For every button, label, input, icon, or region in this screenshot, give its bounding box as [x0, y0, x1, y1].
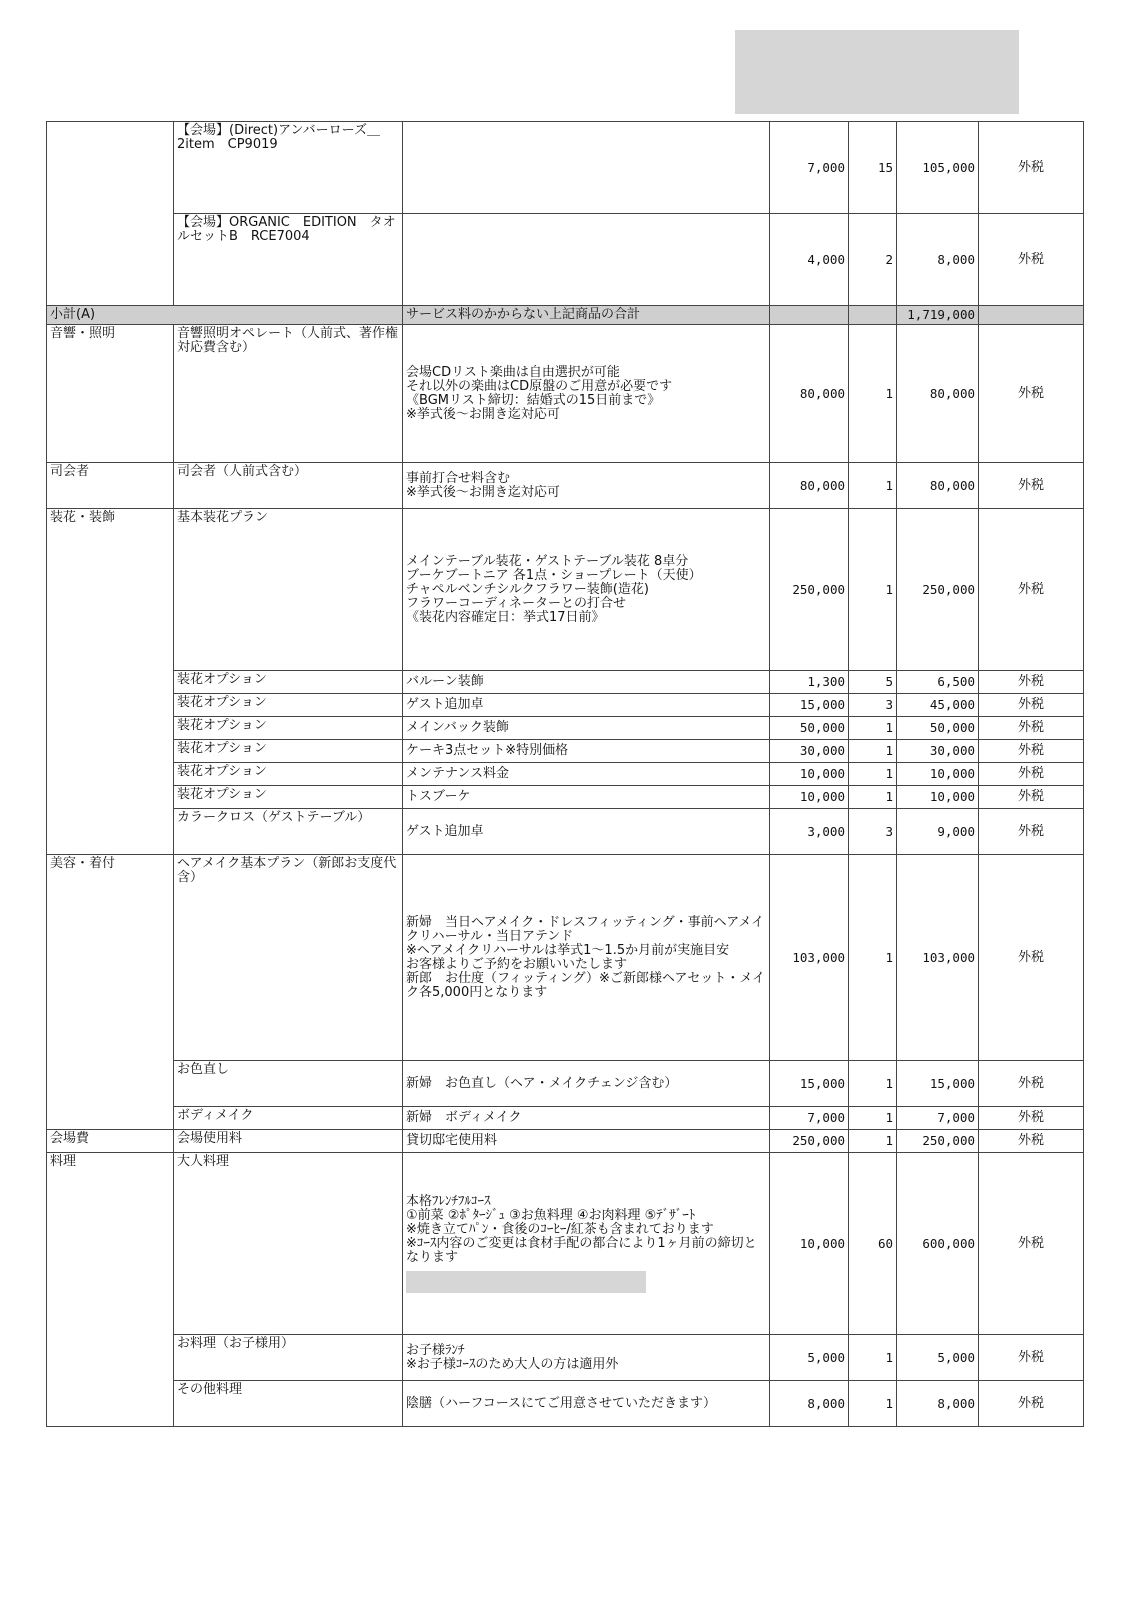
category-cell — [47, 214, 174, 306]
table-row — [47, 740, 1084, 763]
tax-type: 外税 — [979, 809, 1084, 855]
category-cell: 司会者 — [47, 463, 174, 509]
tax-type: 外税 — [979, 325, 1084, 463]
quantity: 1 — [849, 1130, 897, 1153]
tax-type: 外税 — [979, 1130, 1084, 1153]
item-cell: ボディメイク — [174, 1107, 403, 1130]
item-cell: 会場使用料 — [174, 1130, 403, 1153]
unit-price: 80,000 — [770, 463, 849, 509]
subtotal-amount: 1,719,000 — [897, 306, 979, 325]
description-cell: トスブーケ — [403, 786, 770, 809]
unit-price: 15,000 — [770, 694, 849, 717]
table-row — [47, 809, 1084, 855]
quantity: 2 — [849, 214, 897, 306]
subtotal-note: サービス料のかからない上記商品の合計 — [403, 306, 770, 325]
amount: 6,500 — [897, 671, 979, 694]
tax-type: 外税 — [979, 1335, 1084, 1381]
quantity: 1 — [849, 740, 897, 763]
description-cell: ゲスト追加卓 — [403, 694, 770, 717]
item-cell: 装花オプション — [174, 786, 403, 809]
tax-type: 外税 — [979, 763, 1084, 786]
unit-price: 250,000 — [770, 1130, 849, 1153]
unit-price: 3,000 — [770, 809, 849, 855]
quantity: 1 — [849, 463, 897, 509]
item-cell: お色直し — [174, 1061, 403, 1107]
description-cell: 事前打合せ料含む ※挙式後～お開き迄対応可 — [403, 463, 770, 509]
tax-type: 外税 — [979, 855, 1084, 1061]
amount: 8,000 — [897, 214, 979, 306]
description-cell: 新婦 お色直し（ヘア・メイクチェンジ含む） — [403, 1061, 770, 1107]
item-cell: 大人料理 — [174, 1153, 403, 1335]
item-cell: 基本装花プラン — [174, 509, 403, 671]
category-cell — [47, 122, 174, 214]
tax-type: 外税 — [979, 214, 1084, 306]
unit-price: 80,000 — [770, 325, 849, 463]
unit-price: 30,000 — [770, 740, 849, 763]
description-cell: 陰膳（ハーフコースにてご用意させていただきます） — [403, 1381, 770, 1427]
amount: 105,000 — [897, 122, 979, 214]
item-cell: その他料理 — [174, 1381, 403, 1427]
table-row — [47, 671, 1084, 694]
tax-type: 外税 — [979, 1107, 1084, 1130]
unit-price: 4,000 — [770, 214, 849, 306]
unit-price: 15,000 — [770, 1061, 849, 1107]
description-cell: 会場CDリスト楽曲は自由選択が可能 それ以外の楽曲はCD原盤のご用意が必要です 《BGMリスト締切：結婚式の15日前まで》 ※挙式後～お開き迄対応可 — [403, 325, 770, 463]
table-row — [47, 214, 1084, 306]
quantity: 60 — [849, 1153, 897, 1335]
redacted-block — [735, 30, 1019, 114]
amount: 7,000 — [897, 1107, 979, 1130]
quantity: 1 — [849, 763, 897, 786]
course-description: 本格ﾌﾚﾝﾁﾌﾙｺｰｽ ①前菜 ②ﾎﾟﾀｰｼﾞｭ ③お魚料理 ④お肉料理 ⑤ﾃﾞｻﾞｰﾄ ※焼き立てﾊﾟﾝ・食後のｺｰﾋｰ/紅茶も含まれております ※ｺｰｽ内容のご変更は食材手配の都合により1ヶ月前の締切となります — [406, 1193, 757, 1265]
quantity: 1 — [849, 325, 897, 463]
amount: 8,000 — [897, 1381, 979, 1427]
item-cell: 司会者（人前式含む） — [174, 463, 403, 509]
unit-price: 103,000 — [770, 855, 849, 1061]
amount: 45,000 — [897, 694, 979, 717]
description-cell: お子様ﾗﾝﾁ ※お子様ｺｰｽのため大人の方は適用外 — [403, 1335, 770, 1381]
description-cell — [403, 214, 770, 306]
amount: 15,000 — [897, 1061, 979, 1107]
item-cell: 装花オプション — [174, 694, 403, 717]
unit-price: 10,000 — [770, 1153, 849, 1335]
amount: 10,000 — [897, 763, 979, 786]
table-row — [47, 1107, 1084, 1130]
table-row — [47, 694, 1084, 717]
table-row — [47, 717, 1084, 740]
tax-type: 外税 — [979, 740, 1084, 763]
quantity: 1 — [849, 717, 897, 740]
table-row — [47, 463, 1084, 509]
unit-price: 8,000 — [770, 1381, 849, 1427]
tax-type: 外税 — [979, 463, 1084, 509]
description-cell: メインテーブル装花・ゲストテーブル装花 8卓分 ブーケブートニア 各1点・ショープレート（天使） チャペルベンチシルクフラワー装飾(造花) フラワーコーディネーターとの打合せ 《装花内容確定日：挙式17日前》 — [403, 509, 770, 671]
description-cell: ケーキ3点セット※特別価格 — [403, 740, 770, 763]
quantity: 3 — [849, 694, 897, 717]
amount: 103,000 — [897, 855, 979, 1061]
table-row — [47, 509, 1084, 671]
quantity: 3 — [849, 809, 897, 855]
quantity: 5 — [849, 671, 897, 694]
table-row — [47, 1130, 1084, 1153]
subtotal-label: 小計(A) — [47, 306, 403, 325]
tax-type: 外税 — [979, 1153, 1084, 1335]
item-cell: 音響照明オペレート（人前式、著作権対応費含む） — [174, 325, 403, 463]
tax-type: 外税 — [979, 717, 1084, 740]
item-cell: カラークロス（ゲストテーブル） — [174, 809, 403, 855]
item-cell: 【会場】ORGANIC EDITION タオルセットB RCE7004 — [174, 214, 403, 306]
description-cell: メンテナンス料金 — [403, 763, 770, 786]
tax-type: 外税 — [979, 671, 1084, 694]
table-row — [47, 786, 1084, 809]
item-cell: 装花オプション — [174, 740, 403, 763]
item-cell: 装花オプション — [174, 671, 403, 694]
unit-price: 50,000 — [770, 717, 849, 740]
item-cell: 【会場】(Direct)アンバーローズ＿2item CP9019 — [174, 122, 403, 214]
table-row — [47, 855, 1084, 1061]
quantity: 1 — [849, 855, 897, 1061]
amount: 250,000 — [897, 509, 979, 671]
quantity: 1 — [849, 509, 897, 671]
redacted-block — [406, 1271, 646, 1293]
tax-type: 外税 — [979, 1381, 1084, 1427]
description-cell: メインバック装飾 — [403, 717, 770, 740]
category-cell: 美容・着付 — [47, 855, 174, 1130]
amount: 250,000 — [897, 1130, 979, 1153]
amount: 5,000 — [897, 1335, 979, 1381]
tax-type: 外税 — [979, 786, 1084, 809]
quantity: 1 — [849, 1107, 897, 1130]
estimate-table — [46, 121, 1084, 1427]
table-row — [47, 1061, 1084, 1107]
amount: 50,000 — [897, 717, 979, 740]
unit-price: 5,000 — [770, 1335, 849, 1381]
item-cell: ヘアメイク基本プラン（新郎お支度代含） — [174, 855, 403, 1061]
table-row — [47, 1153, 1084, 1335]
category-cell: 料理 — [47, 1153, 174, 1427]
amount: 600,000 — [897, 1153, 979, 1335]
quantity: 1 — [849, 786, 897, 809]
unit-price: 250,000 — [770, 509, 849, 671]
table-row — [47, 763, 1084, 786]
quantity: 1 — [849, 1335, 897, 1381]
tax-type: 外税 — [979, 1061, 1084, 1107]
amount: 30,000 — [897, 740, 979, 763]
amount: 80,000 — [897, 325, 979, 463]
item-cell: お料理（お子様用） — [174, 1335, 403, 1381]
amount: 10,000 — [897, 786, 979, 809]
table-row — [47, 122, 1084, 214]
description-cell: 貸切邸宅使用料 — [403, 1130, 770, 1153]
amount: 9,000 — [897, 809, 979, 855]
table-row — [47, 325, 1084, 463]
table-row — [47, 1335, 1084, 1381]
tax-type: 外税 — [979, 509, 1084, 671]
quantity: 1 — [849, 1061, 897, 1107]
description-cell — [403, 1153, 770, 1335]
subtotal-row — [47, 306, 1084, 325]
unit-price: 10,000 — [770, 786, 849, 809]
category-cell: 会場費 — [47, 1130, 174, 1153]
unit-price: 10,000 — [770, 763, 849, 786]
tax-type: 外税 — [979, 694, 1084, 717]
table-row — [47, 1381, 1084, 1427]
description-cell: ゲスト追加卓 — [403, 809, 770, 855]
unit-price: 7,000 — [770, 122, 849, 214]
quantity: 1 — [849, 1381, 897, 1427]
description-cell: バルーン装飾 — [403, 671, 770, 694]
quantity: 15 — [849, 122, 897, 214]
category-cell: 音響・照明 — [47, 325, 174, 463]
category-cell: 装花・装飾 — [47, 509, 174, 855]
tax-type: 外税 — [979, 122, 1084, 214]
unit-price: 1,300 — [770, 671, 849, 694]
amount: 80,000 — [897, 463, 979, 509]
description-cell: 新婦 ボディメイク — [403, 1107, 770, 1130]
item-cell: 装花オプション — [174, 717, 403, 740]
unit-price: 7,000 — [770, 1107, 849, 1130]
description-cell — [403, 122, 770, 214]
item-cell: 装花オプション — [174, 763, 403, 786]
description-cell: 新婦 当日ヘアメイク・ドレスフィッティング・事前ヘアメイクリハーサル・当日アテンド ※ヘアメイクリハーサルは挙式1～1.5か月前が実施目安 お客様よりご予約をお願いいたします 新郎 お仕度（フィッティング）※ご新郎様ヘアセット・メイク各5,000円となります — [403, 855, 770, 1061]
